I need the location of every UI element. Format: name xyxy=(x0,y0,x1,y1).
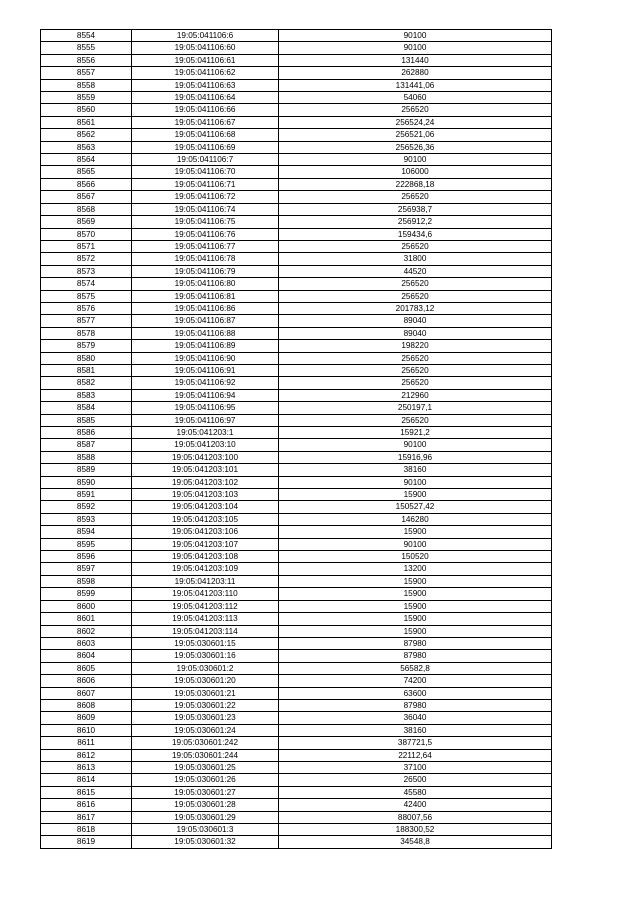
table-row xyxy=(41,712,552,724)
table-row xyxy=(41,129,552,141)
value-cell: 159434,6 xyxy=(279,228,552,240)
row-number-cell: 8608 xyxy=(41,699,132,711)
table-row xyxy=(41,451,552,463)
row-number-cell: 8595 xyxy=(41,538,132,550)
table-row xyxy=(41,389,552,401)
value-cell: 13200 xyxy=(279,563,552,575)
table-row xyxy=(41,637,552,649)
cadastral-number-cell: 19:05:041203:10 xyxy=(132,439,279,451)
table-row xyxy=(41,203,552,215)
cadastral-number-cell: 19:05:041203:109 xyxy=(132,563,279,575)
row-number-cell: 8592 xyxy=(41,501,132,513)
row-number-cell: 8584 xyxy=(41,402,132,414)
row-number-cell: 8603 xyxy=(41,637,132,649)
table-row xyxy=(41,315,552,327)
cadastral-number-cell: 19:05:041106:78 xyxy=(132,253,279,265)
row-number-cell: 8610 xyxy=(41,724,132,736)
cadastral-number-cell: 19:05:041203:108 xyxy=(132,551,279,563)
value-cell: 31800 xyxy=(279,253,552,265)
cadastral-number-cell: 19:05:030601:23 xyxy=(132,712,279,724)
cadastral-number-cell: 19:05:041106:6 xyxy=(132,30,279,42)
table-row xyxy=(41,811,552,823)
cadastral-number-cell: 19:05:041203:11 xyxy=(132,575,279,587)
table-row xyxy=(41,687,552,699)
value-cell: 256520 xyxy=(279,290,552,302)
cadastral-number-cell: 19:05:041203:102 xyxy=(132,476,279,488)
cadastral-number-cell: 19:05:030601:244 xyxy=(132,749,279,761)
cadastral-number-cell: 19:05:030601:24 xyxy=(132,724,279,736)
cadastral-number-cell: 19:05:041106:81 xyxy=(132,290,279,302)
table-row xyxy=(41,600,552,612)
table-row xyxy=(41,352,552,364)
table-row xyxy=(41,402,552,414)
row-number-cell: 8605 xyxy=(41,662,132,674)
table-row xyxy=(41,92,552,104)
row-number-cell: 8575 xyxy=(41,290,132,302)
table-body xyxy=(41,30,552,849)
cadastral-number-cell: 19:05:041203:104 xyxy=(132,501,279,513)
cadastral-number-cell: 19:05:030601:3 xyxy=(132,824,279,836)
table-row xyxy=(41,749,552,761)
table-row xyxy=(41,414,552,426)
value-cell: 90100 xyxy=(279,538,552,550)
cadastral-number-cell: 19:05:041106:70 xyxy=(132,166,279,178)
value-cell: 150527,42 xyxy=(279,501,552,513)
value-cell: 87980 xyxy=(279,637,552,649)
value-cell: 90100 xyxy=(279,42,552,54)
value-cell: 87980 xyxy=(279,650,552,662)
cadastral-number-cell: 19:05:030601:25 xyxy=(132,761,279,773)
table-row xyxy=(41,563,552,575)
table-row xyxy=(41,526,552,538)
value-cell: 34548,8 xyxy=(279,836,552,848)
table-row xyxy=(41,42,552,54)
value-cell: 38160 xyxy=(279,724,552,736)
table-row xyxy=(41,786,552,798)
row-number-cell: 8571 xyxy=(41,240,132,252)
row-number-cell: 8558 xyxy=(41,79,132,91)
table-row xyxy=(41,613,552,625)
value-cell: 256520 xyxy=(279,414,552,426)
row-number-cell: 8581 xyxy=(41,364,132,376)
value-cell: 15900 xyxy=(279,526,552,538)
cadastral-number-cell: 19:05:030601:28 xyxy=(132,799,279,811)
cadastral-number-cell: 19:05:041106:76 xyxy=(132,228,279,240)
row-number-cell: 8583 xyxy=(41,389,132,401)
cadastral-number-cell: 19:05:030601:15 xyxy=(132,637,279,649)
value-cell: 15916,96 xyxy=(279,451,552,463)
table-row xyxy=(41,216,552,228)
value-cell: 256520 xyxy=(279,278,552,290)
cadastral-number-cell: 19:05:041106:67 xyxy=(132,116,279,128)
cadastral-number-cell: 19:05:041106:89 xyxy=(132,340,279,352)
row-number-cell: 8554 xyxy=(41,30,132,42)
cadastral-number-cell: 19:05:041106:80 xyxy=(132,278,279,290)
value-cell: 188300,52 xyxy=(279,824,552,836)
value-cell: 15900 xyxy=(279,489,552,501)
row-number-cell: 8579 xyxy=(41,340,132,352)
value-cell: 256521,06 xyxy=(279,129,552,141)
row-number-cell: 8601 xyxy=(41,613,132,625)
row-number-cell: 8568 xyxy=(41,203,132,215)
value-cell: 222868,18 xyxy=(279,178,552,190)
value-cell: 250197,1 xyxy=(279,402,552,414)
cadastral-number-cell: 19:05:041203:1 xyxy=(132,427,279,439)
table-row xyxy=(41,836,552,848)
table-row xyxy=(41,240,552,252)
cadastral-number-cell: 19:05:041106:68 xyxy=(132,129,279,141)
cadastral-number-cell: 19:05:041106:7 xyxy=(132,154,279,166)
row-number-cell: 8582 xyxy=(41,377,132,389)
row-number-cell: 8597 xyxy=(41,563,132,575)
cadastral-number-cell: 19:05:041106:75 xyxy=(132,216,279,228)
cadastral-number-cell: 19:05:030601:29 xyxy=(132,811,279,823)
row-number-cell: 8616 xyxy=(41,799,132,811)
row-number-cell: 8573 xyxy=(41,265,132,277)
cadastral-number-cell: 19:05:030601:21 xyxy=(132,687,279,699)
value-cell: 38160 xyxy=(279,464,552,476)
table-row xyxy=(41,724,552,736)
value-cell: 256520 xyxy=(279,364,552,376)
cadastral-number-cell: 19:05:041106:62 xyxy=(132,67,279,79)
cadastral-number-cell: 19:05:041106:77 xyxy=(132,240,279,252)
cadastral-number-cell: 19:05:041106:64 xyxy=(132,92,279,104)
cadastral-number-cell: 19:05:041203:107 xyxy=(132,538,279,550)
value-cell: 256520 xyxy=(279,240,552,252)
row-number-cell: 8561 xyxy=(41,116,132,128)
cadastral-number-cell: 19:05:041106:90 xyxy=(132,352,279,364)
cadastral-number-cell: 19:05:041203:114 xyxy=(132,625,279,637)
cadastral-number-cell: 19:05:030601:26 xyxy=(132,774,279,786)
value-cell: 37100 xyxy=(279,761,552,773)
cadastral-number-cell: 19:05:041106:86 xyxy=(132,302,279,314)
table-row xyxy=(41,761,552,773)
cadastral-number-cell: 19:05:041106:69 xyxy=(132,141,279,153)
value-cell: 106000 xyxy=(279,166,552,178)
table-row xyxy=(41,538,552,550)
table-row xyxy=(41,588,552,600)
row-number-cell: 8587 xyxy=(41,439,132,451)
row-number-cell: 8578 xyxy=(41,327,132,339)
value-cell: 88007,56 xyxy=(279,811,552,823)
row-number-cell: 8576 xyxy=(41,302,132,314)
cadastral-number-cell: 19:05:030601:27 xyxy=(132,786,279,798)
value-cell: 89040 xyxy=(279,327,552,339)
table-row xyxy=(41,575,552,587)
table-row xyxy=(41,476,552,488)
cadastral-number-cell: 19:05:041203:103 xyxy=(132,489,279,501)
value-cell: 15900 xyxy=(279,575,552,587)
row-number-cell: 8563 xyxy=(41,141,132,153)
cadastral-number-cell: 19:05:041106:74 xyxy=(132,203,279,215)
table-row xyxy=(41,191,552,203)
table-row xyxy=(41,489,552,501)
value-cell: 256912,2 xyxy=(279,216,552,228)
cadastral-number-cell: 19:05:041106:61 xyxy=(132,54,279,66)
value-cell: 90100 xyxy=(279,439,552,451)
value-cell: 56582,8 xyxy=(279,662,552,674)
value-cell: 26500 xyxy=(279,774,552,786)
table-row xyxy=(41,799,552,811)
row-number-cell: 8562 xyxy=(41,129,132,141)
table-row xyxy=(41,501,552,513)
table-row xyxy=(41,278,552,290)
row-number-cell: 8555 xyxy=(41,42,132,54)
table-row xyxy=(41,141,552,153)
cadastral-number-cell: 19:05:041106:97 xyxy=(132,414,279,426)
cadastral-number-cell: 19:05:041106:66 xyxy=(132,104,279,116)
row-number-cell: 8614 xyxy=(41,774,132,786)
value-cell: 256520 xyxy=(279,104,552,116)
row-number-cell: 8590 xyxy=(41,476,132,488)
table-row xyxy=(41,439,552,451)
row-number-cell: 8599 xyxy=(41,588,132,600)
value-cell: 262880 xyxy=(279,67,552,79)
value-cell: 146280 xyxy=(279,513,552,525)
table-row xyxy=(41,327,552,339)
value-cell: 150520 xyxy=(279,551,552,563)
value-cell: 387721,5 xyxy=(279,737,552,749)
row-number-cell: 8567 xyxy=(41,191,132,203)
cadastral-number-cell: 19:05:041106:79 xyxy=(132,265,279,277)
value-cell: 74200 xyxy=(279,675,552,687)
table-row xyxy=(41,30,552,42)
table-row xyxy=(41,364,552,376)
cadastral-number-cell: 19:05:041106:63 xyxy=(132,79,279,91)
row-number-cell: 8566 xyxy=(41,178,132,190)
value-cell: 90100 xyxy=(279,154,552,166)
row-number-cell: 8565 xyxy=(41,166,132,178)
row-number-cell: 8572 xyxy=(41,253,132,265)
value-cell: 201783,12 xyxy=(279,302,552,314)
table-row xyxy=(41,116,552,128)
value-cell: 198220 xyxy=(279,340,552,352)
row-number-cell: 8577 xyxy=(41,315,132,327)
value-cell: 256526,36 xyxy=(279,141,552,153)
value-cell: 15900 xyxy=(279,588,552,600)
row-number-cell: 8574 xyxy=(41,278,132,290)
value-cell: 36040 xyxy=(279,712,552,724)
table-row xyxy=(41,377,552,389)
row-number-cell: 8594 xyxy=(41,526,132,538)
cadastral-number-cell: 19:05:041106:88 xyxy=(132,327,279,339)
cadastral-number-cell: 19:05:041106:72 xyxy=(132,191,279,203)
table-row xyxy=(41,302,552,314)
cadastral-number-cell: 19:05:041106:95 xyxy=(132,402,279,414)
cadastral-number-cell: 19:05:030601:16 xyxy=(132,650,279,662)
row-number-cell: 8580 xyxy=(41,352,132,364)
cadastral-number-cell: 19:05:041106:92 xyxy=(132,377,279,389)
cadastral-number-cell: 19:05:041203:106 xyxy=(132,526,279,538)
table-row xyxy=(41,662,552,674)
value-cell: 45580 xyxy=(279,786,552,798)
value-cell: 44520 xyxy=(279,265,552,277)
row-number-cell: 8611 xyxy=(41,737,132,749)
cadastral-number-cell: 19:05:030601:20 xyxy=(132,675,279,687)
row-number-cell: 8600 xyxy=(41,600,132,612)
row-number-cell: 8588 xyxy=(41,451,132,463)
table-row xyxy=(41,54,552,66)
cadastral-number-cell: 19:05:041203:100 xyxy=(132,451,279,463)
value-cell: 256520 xyxy=(279,191,552,203)
value-cell: 212960 xyxy=(279,389,552,401)
row-number-cell: 8615 xyxy=(41,786,132,798)
value-cell: 131440 xyxy=(279,54,552,66)
value-cell: 90100 xyxy=(279,476,552,488)
row-number-cell: 8586 xyxy=(41,427,132,439)
value-cell: 256524,24 xyxy=(279,116,552,128)
row-number-cell: 8564 xyxy=(41,154,132,166)
row-number-cell: 8619 xyxy=(41,836,132,848)
value-cell: 15921,2 xyxy=(279,427,552,439)
row-number-cell: 8559 xyxy=(41,92,132,104)
table-row xyxy=(41,178,552,190)
table-row xyxy=(41,513,552,525)
cadastral-number-cell: 19:05:030601:2 xyxy=(132,662,279,674)
row-number-cell: 8612 xyxy=(41,749,132,761)
cadastral-value-table xyxy=(40,29,552,849)
row-number-cell: 8617 xyxy=(41,811,132,823)
row-number-cell: 8591 xyxy=(41,489,132,501)
table-row xyxy=(41,774,552,786)
table-row xyxy=(41,154,552,166)
value-cell: 131441,06 xyxy=(279,79,552,91)
row-number-cell: 8609 xyxy=(41,712,132,724)
value-cell: 54060 xyxy=(279,92,552,104)
cadastral-number-cell: 19:05:041203:110 xyxy=(132,588,279,600)
cadastral-number-cell: 19:05:041203:112 xyxy=(132,600,279,612)
value-cell: 15900 xyxy=(279,600,552,612)
table-row xyxy=(41,625,552,637)
table-row xyxy=(41,551,552,563)
table-row xyxy=(41,340,552,352)
table-row xyxy=(41,464,552,476)
row-number-cell: 8569 xyxy=(41,216,132,228)
table-row xyxy=(41,79,552,91)
row-number-cell: 8606 xyxy=(41,675,132,687)
table-row xyxy=(41,824,552,836)
cadastral-number-cell: 19:05:041106:94 xyxy=(132,389,279,401)
value-cell: 89040 xyxy=(279,315,552,327)
value-cell: 15900 xyxy=(279,613,552,625)
row-number-cell: 8604 xyxy=(41,650,132,662)
table-row xyxy=(41,290,552,302)
cadastral-number-cell: 19:05:030601:32 xyxy=(132,836,279,848)
table-row xyxy=(41,104,552,116)
value-cell: 256938,7 xyxy=(279,203,552,215)
row-number-cell: 8557 xyxy=(41,67,132,79)
value-cell: 42400 xyxy=(279,799,552,811)
cadastral-number-cell: 19:05:030601:242 xyxy=(132,737,279,749)
row-number-cell: 8607 xyxy=(41,687,132,699)
table-row xyxy=(41,737,552,749)
row-number-cell: 8596 xyxy=(41,551,132,563)
cadastral-number-cell: 19:05:030601:22 xyxy=(132,699,279,711)
cadastral-number-cell: 19:05:041106:87 xyxy=(132,315,279,327)
table-row xyxy=(41,228,552,240)
cadastral-number-cell: 19:05:041203:113 xyxy=(132,613,279,625)
row-number-cell: 8560 xyxy=(41,104,132,116)
table-row xyxy=(41,675,552,687)
row-number-cell: 8570 xyxy=(41,228,132,240)
cadastral-number-cell: 19:05:041106:71 xyxy=(132,178,279,190)
row-number-cell: 8556 xyxy=(41,54,132,66)
value-cell: 90100 xyxy=(279,30,552,42)
value-cell: 15900 xyxy=(279,625,552,637)
row-number-cell: 8585 xyxy=(41,414,132,426)
cadastral-number-cell: 19:05:041106:60 xyxy=(132,42,279,54)
table-row xyxy=(41,67,552,79)
table-row xyxy=(41,166,552,178)
cadastral-number-cell: 19:05:041203:105 xyxy=(132,513,279,525)
table-row xyxy=(41,427,552,439)
table-row xyxy=(41,699,552,711)
row-number-cell: 8618 xyxy=(41,824,132,836)
row-number-cell: 8589 xyxy=(41,464,132,476)
value-cell: 63600 xyxy=(279,687,552,699)
value-cell: 256520 xyxy=(279,352,552,364)
row-number-cell: 8593 xyxy=(41,513,132,525)
value-cell: 256520 xyxy=(279,377,552,389)
cadastral-number-cell: 19:05:041203:101 xyxy=(132,464,279,476)
cadastral-number-cell: 19:05:041106:91 xyxy=(132,364,279,376)
table-row xyxy=(41,650,552,662)
table-row xyxy=(41,265,552,277)
table-row xyxy=(41,253,552,265)
row-number-cell: 8613 xyxy=(41,761,132,773)
row-number-cell: 8598 xyxy=(41,575,132,587)
row-number-cell: 8602 xyxy=(41,625,132,637)
value-cell: 22112,64 xyxy=(279,749,552,761)
value-cell: 87980 xyxy=(279,699,552,711)
